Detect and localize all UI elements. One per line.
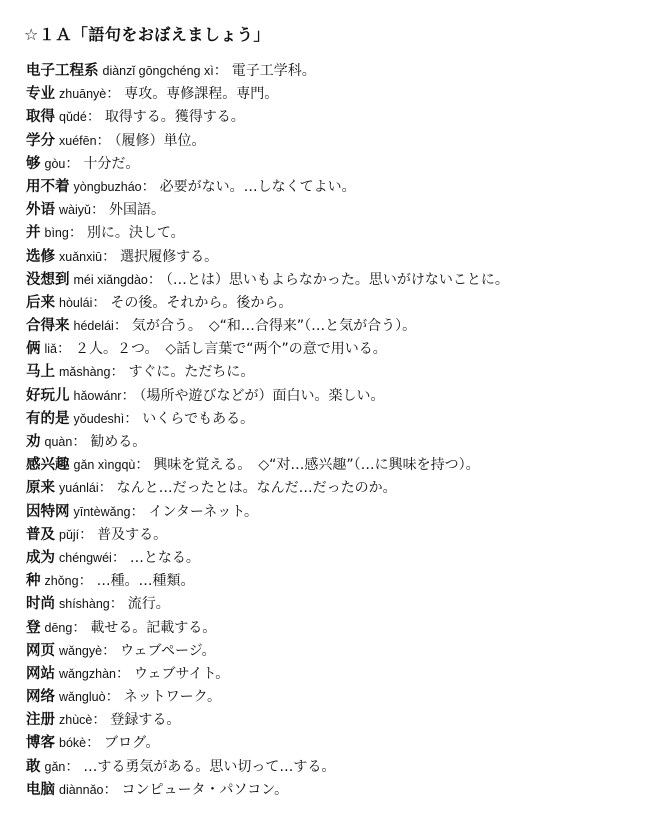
vocab-word: 好玩儿 — [26, 387, 70, 404]
vocab-entry — [26, 361, 656, 384]
vocab-meaning: 流行。 — [127, 596, 170, 613]
vocab-separator: ： — [109, 596, 124, 613]
vocab-pinyin: dēng — [44, 620, 73, 635]
vocab-separator: ： — [213, 63, 228, 79]
vocab-separator: ： — [57, 341, 72, 358]
vocab-word: 敢 — [26, 758, 41, 775]
vocab-meaning: ブログ。 — [104, 735, 160, 752]
vocab-word: 成为 — [26, 549, 55, 566]
vocab-separator: ： — [124, 410, 139, 427]
vocab-entry — [26, 547, 656, 570]
vocab-meaning: 載せる。記載する。 — [90, 619, 217, 636]
vocab-pinyin: chéngwéi — [59, 550, 112, 565]
vocab-meaning: 必要がない。…しなくてよい。 — [159, 178, 356, 195]
vocab-pinyin: wǎngyè — [59, 643, 103, 658]
vocab-pinyin: zhuānyè — [59, 87, 107, 102]
vocab-separator: ： — [110, 364, 125, 381]
vocab-meaning: （履修）単位。 — [114, 132, 206, 149]
vocab-separator: ： — [72, 434, 87, 450]
vocab-pinyin: gǎn — [44, 759, 66, 774]
vocab-entry — [26, 222, 656, 245]
vocab-separator: ： — [102, 248, 117, 265]
vocab-entry — [26, 477, 656, 500]
vocab-meaning: 電子工学科。 — [231, 63, 316, 79]
vocab-separator: ： — [116, 665, 130, 682]
vocab-meaning: 登録する。 — [110, 712, 181, 729]
vocab-pinyin: wǎngluò — [59, 690, 106, 705]
vocab-entry — [26, 199, 656, 222]
vocab-entry — [26, 176, 656, 199]
vocab-word: 用不着 — [26, 178, 70, 195]
vocab-meaning: …となる。 — [129, 549, 200, 566]
vocab-pinyin: wǎngzhàn — [59, 666, 116, 681]
vocab-entry — [26, 106, 656, 129]
vocab-pinyin: yòngbuzháo — [73, 179, 142, 194]
vocab-word: 俩 — [26, 341, 41, 358]
vocab-separator: ： — [78, 573, 93, 590]
vocab-entry — [26, 756, 656, 779]
vocab-entry — [26, 663, 656, 686]
vocab-pinyin: yīntèwǎng — [73, 504, 131, 519]
vocab-separator: ： — [111, 549, 126, 566]
vocab-pinyin: yǒudeshì — [73, 411, 125, 426]
vocab-entry — [26, 779, 656, 802]
vocab-meaning: コンピュータ・パソコン。 — [121, 781, 289, 798]
vocab-word: 种 — [26, 573, 41, 590]
vocab-word: 够 — [26, 155, 41, 172]
vocab-word: 电子工程系 — [26, 63, 99, 79]
vocab-word: 取得 — [26, 109, 55, 126]
vocab-meaning: なんと…だったとは。なんだ…だったのか。 — [116, 480, 397, 497]
vocab-separator: ： — [86, 735, 101, 752]
vocab-entry — [26, 153, 656, 176]
vocab-word: 登 — [26, 619, 41, 636]
vocab-separator: ： — [106, 86, 121, 103]
vocab-word: 马上 — [26, 364, 55, 381]
vocab-separator: ： — [86, 109, 101, 126]
vocab-word: 普及 — [26, 526, 55, 543]
vocab-pinyin: diànzǐ gōngchéng xì — [102, 64, 214, 78]
vocab-meaning: その後。それから。後から。 — [110, 294, 293, 311]
vocab-entry — [26, 640, 656, 663]
vocab-separator: ： — [65, 155, 80, 172]
vocab-pinyin: liǎ — [44, 342, 58, 357]
vocab-meaning: 別に。決して。 — [86, 225, 185, 242]
vocab-separator: ： — [102, 642, 117, 659]
vocab-entry — [26, 338, 656, 361]
vocab-separator: ： — [135, 457, 150, 474]
vocab-word: 劝 — [26, 434, 41, 450]
vocab-separator: ： — [113, 318, 128, 335]
vocab-pinyin: zhǒng — [44, 574, 79, 589]
vocab-meaning: ウェブサイト。 — [134, 665, 230, 682]
vocab-word: 电脑 — [26, 781, 55, 798]
vocab-word: 注册 — [26, 712, 55, 729]
vocab-separator: ： — [92, 294, 107, 311]
vocab-entry — [26, 732, 656, 755]
vocab-meaning: 勧める。 — [90, 434, 147, 450]
vocab-pinyin: diànnǎo — [59, 782, 104, 797]
vocab-meaning: （場所や遊びなどが）面白い。楽しい。 — [139, 387, 385, 404]
vocab-meaning: （…とは）思いもよらなかった。思いがけないことに。 — [165, 271, 509, 288]
vocab-entry — [26, 130, 656, 153]
vocab-separator: ： — [121, 387, 136, 404]
vocab-meaning: 選択履修する。 — [120, 248, 219, 265]
vocab-pinyin: yuánlái — [59, 481, 99, 496]
vocab-entry — [26, 60, 656, 83]
vocab-pinyin: bìng — [44, 226, 69, 241]
vocab-meaning: 気が合う。 ◇“和…合得来”（…と気が合う）。 — [131, 318, 417, 335]
vocab-entry — [26, 246, 656, 269]
vocab-meaning: 外国語。 — [108, 202, 165, 219]
vocab-pinyin: gòu — [44, 156, 66, 171]
vocab-meaning: ２人。２つ。 ◇話し言葉で“两个”の意で用いる。 — [75, 341, 387, 358]
vocab-meaning: ネットワーク。 — [123, 689, 222, 706]
vocab-meaning: インターネット。 — [148, 503, 258, 520]
vocab-separator: ： — [72, 619, 87, 636]
vocab-word: 没想到 — [26, 271, 70, 288]
vocab-word: 博客 — [26, 735, 55, 752]
vocab-entry — [26, 292, 656, 315]
vocab-pinyin: gǎn xìngqù — [73, 458, 136, 473]
vocab-meaning: 専攻。専修課程。専門。 — [124, 86, 279, 103]
vocab-entry — [26, 83, 656, 106]
vocab-meaning: いくらでもある。 — [142, 410, 255, 427]
vocab-pinyin: qǔdé — [59, 110, 87, 125]
vocab-pinyin: hòulái — [59, 295, 93, 310]
vocab-separator: ： — [103, 781, 118, 798]
vocab-pinyin: wàiyǔ — [59, 203, 91, 218]
vocab-meaning: …する勇気がある。思い切って…する。 — [83, 758, 336, 775]
vocab-word: 并 — [26, 225, 41, 242]
vocab-entry — [26, 431, 656, 454]
vocab-entry — [26, 501, 656, 524]
vocab-separator: ： — [105, 689, 120, 706]
vocab-entry — [26, 617, 656, 640]
vocab-entry — [26, 593, 656, 616]
vocab-word: 感兴趣 — [26, 457, 70, 474]
vocab-pinyin: hǎowánr — [73, 388, 122, 403]
vocab-word: 专业 — [26, 86, 55, 103]
vocab-separator: ： — [92, 712, 107, 729]
vocab-meaning: …種。…種類。 — [96, 573, 195, 590]
vocab-pinyin: quàn — [44, 435, 73, 449]
vocab-pinyin: mǎshàng — [59, 365, 111, 380]
vocab-entry — [26, 709, 656, 732]
vocab-word: 网页 — [26, 642, 55, 659]
vocab-meaning: 普及する。 — [97, 526, 168, 543]
vocab-separator: ： — [65, 758, 80, 775]
vocab-word: 因特网 — [26, 503, 70, 520]
vocab-word: 原来 — [26, 480, 55, 497]
vocab-meaning: 取得する。獲得する。 — [104, 109, 245, 126]
vocab-meaning: 興味を覚える。 ◇“对…感兴趣”（…に興味を持つ）。 — [153, 457, 480, 474]
vocab-separator: ： — [90, 202, 105, 219]
vocab-meaning: 十分だ。 — [83, 155, 140, 172]
vocab-pinyin: hédelái — [73, 319, 114, 334]
vocab-entry — [26, 385, 656, 408]
vocab-meaning: ウェブページ。 — [120, 642, 216, 659]
vocab-separator: ： — [68, 225, 83, 242]
vocab-pinyin: xuéfēn — [59, 133, 97, 148]
vocab-word: 时尚 — [26, 596, 55, 613]
vocab-entry — [26, 524, 656, 547]
vocab-word: 学分 — [26, 132, 55, 149]
vocab-pinyin: bókè — [59, 736, 87, 751]
vocab-pinyin: xuǎnxiū — [59, 249, 103, 264]
vocab-entry — [26, 454, 656, 477]
page-title: ☆１Ａ「語句をおぼえましょう」 — [24, 25, 270, 44]
vocab-word: 选修 — [26, 248, 55, 265]
vocab-pinyin: pǔjí — [59, 527, 80, 542]
vocab-word: 合得来 — [26, 318, 70, 335]
vocab-entry — [26, 570, 656, 593]
vocab-entry — [26, 408, 656, 431]
vocab-pinyin: zhùcè — [59, 713, 93, 728]
vocabulary-list — [26, 60, 656, 802]
vocab-word: 有的是 — [26, 410, 70, 427]
vocab-word: 网站 — [26, 665, 55, 682]
vocab-entry — [26, 315, 656, 338]
vocab-separator: ： — [147, 271, 162, 288]
vocab-separator: ： — [98, 480, 113, 497]
vocab-entry — [26, 686, 656, 709]
vocab-separator: ： — [141, 178, 156, 195]
vocab-separator: ： — [96, 132, 111, 149]
vocab-separator: ： — [79, 526, 94, 543]
vocab-separator: ： — [130, 503, 145, 520]
vocab-pinyin: shíshàng — [59, 597, 110, 612]
vocab-entry — [26, 269, 656, 292]
vocab-word: 网络 — [26, 689, 55, 706]
vocab-word: 外语 — [26, 202, 55, 219]
vocab-pinyin: méi xiǎngdào — [73, 272, 148, 287]
vocab-meaning: すぐに。ただちに。 — [128, 364, 255, 381]
vocab-word: 后来 — [26, 294, 55, 311]
